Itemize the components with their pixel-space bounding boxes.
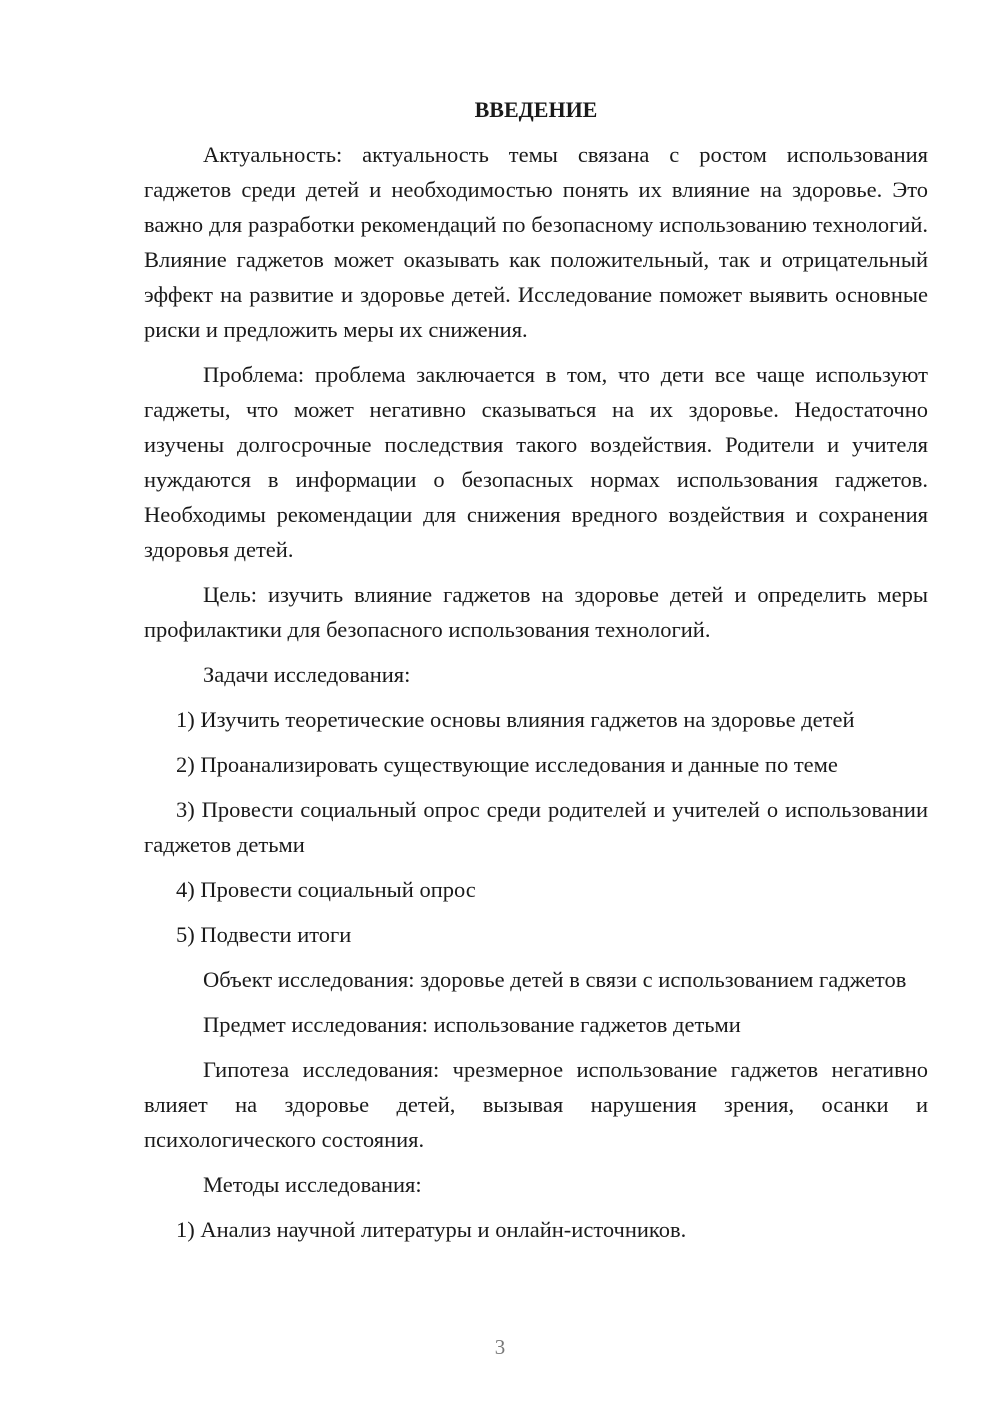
hypothesis-paragraph: Гипотеза исследования: чрезмерное использование гаджетов негативно влияет на здоровье детей, вызывая нарушения зрения, осанки и психологического состояния. xyxy=(144,1057,928,1152)
method-item-1: 1) Анализ научной литературы и онлайн-источников. xyxy=(176,1217,687,1242)
methods-heading: Методы исследования: xyxy=(203,1172,422,1197)
relevance-paragraph: Актуальность: актуальность темы связана с ростом использования гаджетов среди детей и необходимостью понять их влияние на здоровье. Это важно для разработки рекомендаций по безопасному использованию технологий. Влияние гаджетов может оказывать как положительный, так и отрицательный эффект на развитие и здоровье детей. Исследование поможет выявить основные риски и предложить меры их снижения. xyxy=(144,142,928,342)
goal-paragraph: Цель: изучить влияние гаджетов на здоровье детей и определить меры профилактики для безопасного использования технологий. xyxy=(144,582,928,642)
subject-paragraph: Предмет исследования: использование гаджетов детьми xyxy=(203,1012,741,1037)
page-number: 3 xyxy=(494,1335,506,1359)
object-paragraph: Объект исследования: здоровье детей в связи с использованием гаджетов xyxy=(203,967,907,992)
task-item-1: 1) Изучить теоретические основы влияния гаджетов на здоровье детей xyxy=(176,707,855,732)
task-item-5: 5) Подвести итоги xyxy=(176,922,352,947)
task-item-4: 4) Провести социальный опрос xyxy=(176,877,476,902)
task-item-2: 2) Проанализировать существующие исследования и данные по теме xyxy=(176,752,838,777)
page-content xyxy=(144,95,928,1247)
problem-paragraph: Проблема: проблема заключается в том, что дети все чаще используют гаджеты, что может негативно сказываться на их здоровье. Недостаточно изучены долгосрочные последствия такого воздействия. Родители и учителя нуждаются в информации о безопасных нормах использования гаджетов. Необходимы рекомендации для снижения вредного воздействия и сохранения здоровья детей. xyxy=(144,362,928,562)
task-item-3: 3) Провести социальный опрос среди родителей и учителей о использовании гаджетов детьми xyxy=(144,797,928,857)
section-title: ВВЕДЕНИЕ xyxy=(474,97,598,122)
tasks-heading: Задачи исследования: xyxy=(203,662,411,687)
